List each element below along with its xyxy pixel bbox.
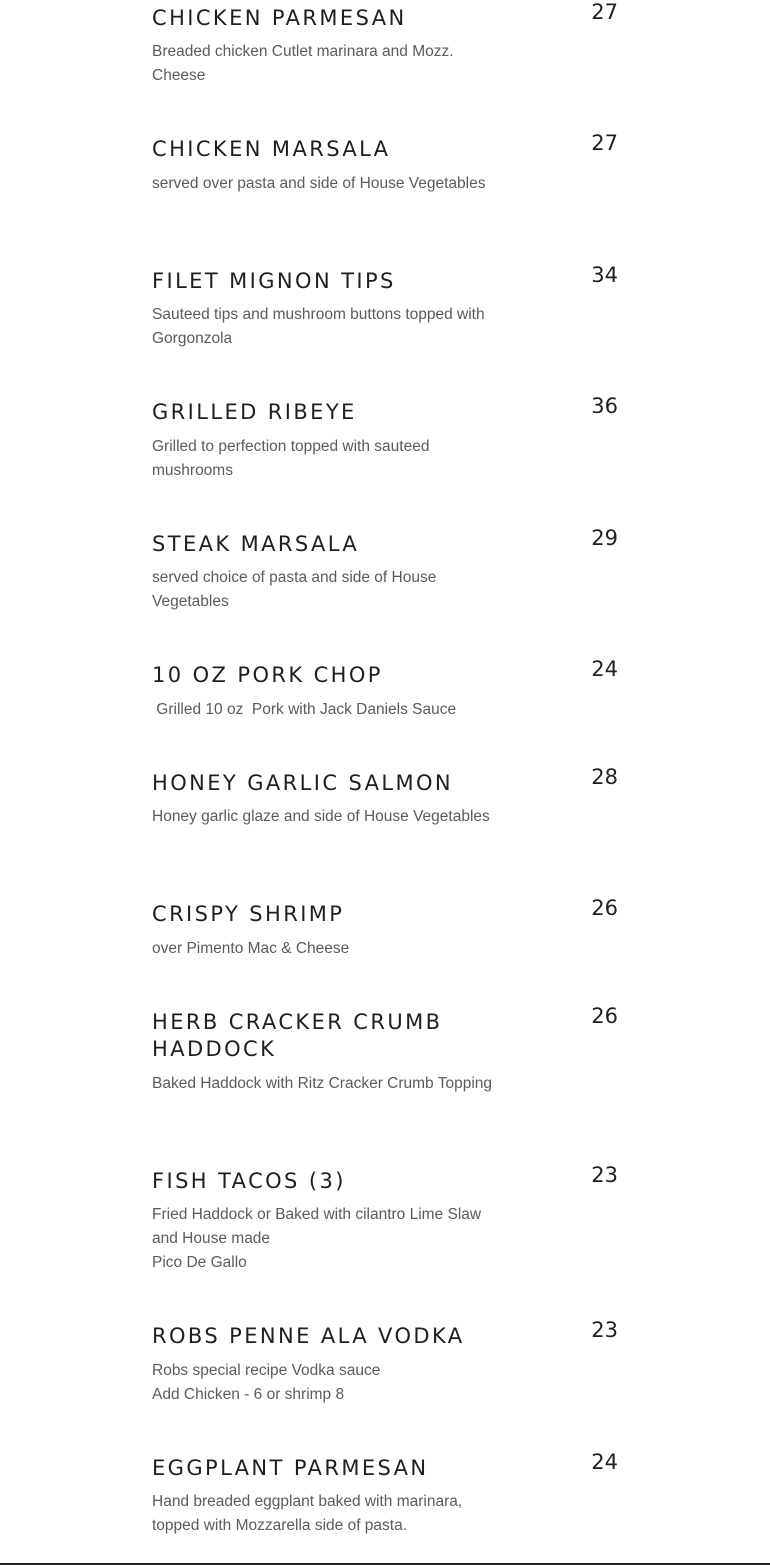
item-name: HERB CRACKER CRUMB HADDOCK	[152, 1010, 443, 1061]
item-name: FISH TACOS (3)	[152, 1169, 346, 1193]
item-price: 23	[591, 1163, 618, 1187]
item-name: FILET MIGNON TIPS	[152, 269, 396, 293]
item-description: Breaded chicken Cutlet marinara and Mozz. Cheese	[152, 43, 454, 84]
item-price: 29	[591, 526, 618, 550]
item-name: CRISPY SHRIMP	[152, 902, 345, 926]
item-price: 26	[591, 896, 618, 920]
item-description: Grilled 10 oz Pork with Jack Daniels Sauce	[152, 701, 457, 718]
item-price: 24	[591, 1450, 618, 1474]
item-description: served over pasta and side of House Vegetables	[152, 175, 486, 192]
item-price: 23	[591, 1318, 618, 1342]
item-price: 28	[591, 765, 618, 789]
item-description: Honey garlic glaze and side of House Vegetables	[152, 808, 490, 825]
item-price: 24	[591, 657, 618, 681]
item-name: EGGPLANT PARMESAN	[152, 1456, 429, 1480]
item-description: Hand breaded eggplant baked with marinara, topped with Mozzarella side of pasta.	[152, 1493, 463, 1534]
item-description: over Pimento Mac & Cheese	[152, 940, 350, 957]
item-name: 10 OZ PORK CHOP	[152, 663, 383, 687]
item-name: ROBS PENNE ALA VODKA	[152, 1324, 465, 1348]
item-price: 27	[591, 0, 618, 24]
item-price: 34	[591, 263, 618, 287]
item-name: HONEY GARLIC SALMON	[152, 771, 454, 795]
item-description: Baked Haddock with Ritz Cracker Crumb Topping	[152, 1075, 493, 1092]
item-description: Fried Haddock or Baked with cilantro Lime Slaw and House made Pico De Gallo	[152, 1206, 482, 1271]
item-description: served choice of pasta and side of House Vegetables	[152, 569, 437, 610]
item-name: GRILLED RIBEYE	[152, 400, 357, 424]
item-name: STEAK MARSALA	[152, 532, 360, 556]
item-name: CHICKEN MARSALA	[152, 137, 391, 161]
item-description: Sauteed tips and mushroom buttons topped with Gorgonzola	[152, 306, 485, 347]
item-price: 27	[591, 131, 618, 155]
item-description: Grilled to perfection topped with sauteed mushrooms	[152, 438, 430, 479]
item-price: 36	[591, 394, 618, 418]
item-name: CHICKEN PARMESAN	[152, 6, 407, 30]
item-price: 26	[591, 1004, 618, 1028]
item-description: Robs special recipe Vodka sauce Add Chicken - 6 or shrimp 8	[152, 1362, 381, 1403]
